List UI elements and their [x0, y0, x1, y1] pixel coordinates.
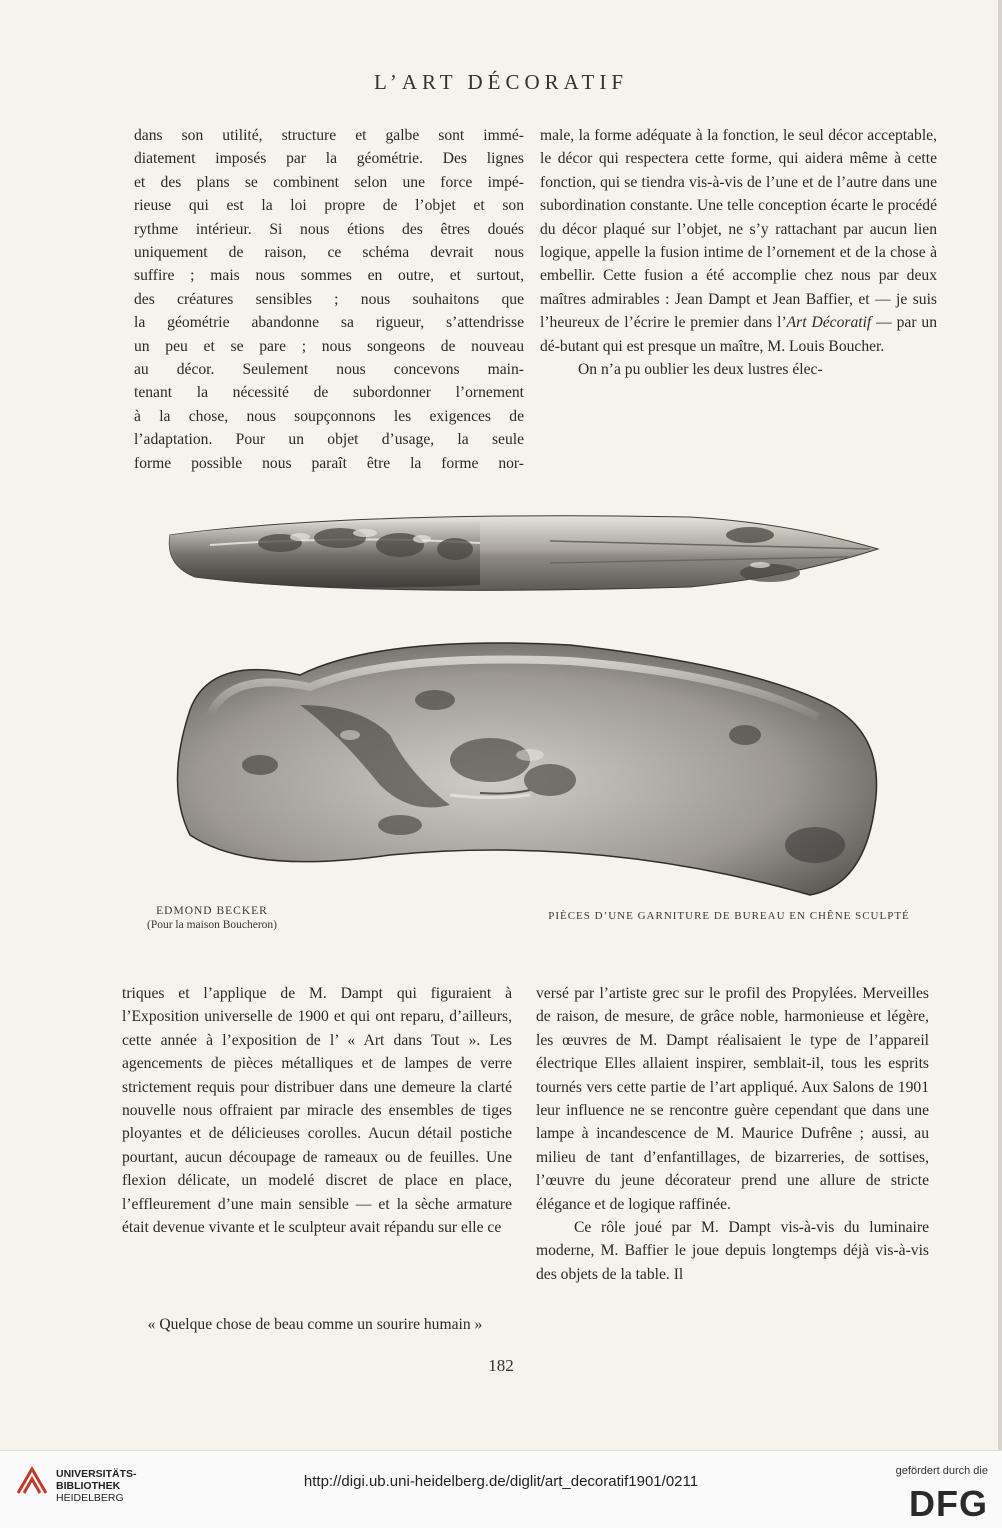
- caption-artist: EDMOND BECKER: [156, 905, 268, 917]
- bottom-right-paragraph-1: versé par l’artiste grec sur le profil des Propylées. Merveilles de raison, de mesure, de grâce noble, harmonieuse et légère, les œuvres de M. Dampt réalisaient le type de l’appareil électrique Elles allaient inspirer, semblait-il, tous les esprits tournés vers cette partie de l’art appliqué. Aux Salons de 1901 leur influence ne se rencontre guère cependant que dans une lampe à incandescence de M. Maurice Dufrêne ; aussi, au milieu de tant d’enfantillages, de bizarreries, de sottises, l’œuvre du jeune décorateur prend une allure de stricte élégance et de logique raffinée.: [536, 985, 929, 1213]
- text-line: uniquement de raison, ce schéma devrait nous: [134, 244, 524, 262]
- quotation: « Quelque chose de beau comme un sourire humain »: [147, 1316, 483, 1333]
- funded-by-label: gefördert durch die: [895, 1465, 988, 1477]
- text-line: la géométrie abandonne sa rigueur, s’attendrisse: [134, 314, 524, 332]
- italic-title: Art Décoratif: [786, 314, 872, 332]
- paper-knife: [169, 516, 878, 591]
- permalink-url[interactable]: http://digi.ub.uni-heidelberg.de/diglit/art_decoratif1901/0211: [303, 1473, 699, 1490]
- caption-maison: (Pour la maison Boucheron): [147, 919, 277, 931]
- top-right-paragraph-1: male, la forme adéquate à la fonction, le seul décor acceptable, le décor qui respectera cette forme, qui aidera même à cette fonction, qui se tiendra vis-à-vis de l’une et de l’autre dans une subordination constante. Une telle conception écarte le procédé du décor plaqué sur l’objet, ne s’y rattachant par aucun lien logique, appelle la fusion intime de l’ornement et de la chose à embellir. Cette fusion a été accomplie chez nous par deux maîtres admirables : Jean Dampt et Jean Baffier, et — je suis l’heureux de l’écrire le premier dans l’Art Décoratif — par un dé-butant qui est presque un maître, M. Louis Boucher.: [540, 127, 937, 355]
- text-line: et des plans se combinent selon une force impé-: [134, 173, 524, 191]
- text-line: rythme intérieur. Si nous étions des êtres doués: [134, 220, 524, 238]
- text-line: à la chose, nous soupçonnons les exigences de: [134, 407, 524, 425]
- top-left-column: [134, 124, 524, 475]
- bottom-right-paragraph-2: Ce rôle joué par M. Dampt vis-à-vis du luminaire moderne, M. Baffier le joue depuis longtemps déjà vis-à-vis des objets de la table. Il: [536, 1219, 929, 1283]
- caption-right: PIÈCES D’UNE GARNITURE DE BUREAU EN CHÊNE SCULPTÉ: [548, 910, 910, 922]
- text-line: dans son utilité, structure et galbe sont immé-: [134, 127, 524, 144]
- text-line: l’adaptation. Pour un objet d’usage, la seule: [134, 431, 524, 449]
- caption-left: [110, 904, 314, 932]
- bottom-right-column: [536, 982, 929, 1286]
- pen-tray: [178, 643, 877, 895]
- bottom-left-column: triques et l’applique de M. Dampt qui figuraient à l’Exposition universelle de 1900 et qui ont reparu, d’ailleurs, cette année à l’exposition de l’ « Art dans Tout ». Les agencements de pièces métalliques et de lampes de verre strictement requis pour distribuer dans une demeure la clarté nouvelle nous offraient par miracle des ensembles de tiges ployantes et de délicieuses corolles. Aucun détail postiche pourtant, aucun découpage de rameaux ou de feuilles. Une flexion délicate, un modelé discret de place en place, l’effleurement d’une main sensible — et la sèche armature était devenue vivante et le sculpteur avait répandu sur elle ce: [122, 985, 512, 1237]
- digitization-footer: [0, 1450, 1002, 1528]
- page-number: 182: [488, 1356, 514, 1375]
- text-line: des créatures sensibles ; nous souhaitons que: [134, 290, 524, 308]
- text-line: suffire ; mais nous sommes en outre, et surtout,: [134, 267, 524, 285]
- figure-desk-set: [150, 505, 890, 900]
- text-line: diatement imposés par la géométrie. Des lignes: [134, 150, 524, 168]
- running-head: L’ART DÉCORATIF: [373, 70, 628, 94]
- top-right-paragraph-2: On n’a pu oublier les deux lustres élec-: [578, 361, 823, 379]
- text-line: un peu et se pare ; nous songeons de nouveau: [134, 337, 524, 355]
- dfg-logo: DFG: [909, 1483, 988, 1524]
- text-line: tenant la nécessité de subordonner l’ornement: [134, 384, 524, 402]
- text-line: au décor. Seulement nous concevons main-: [134, 361, 524, 379]
- text-line: forme possible nous paraît être la forme nor-: [134, 454, 524, 472]
- university-library-name: UNIVERSITÄTS- BIBLIOTHEK HEIDELBERG: [56, 1468, 137, 1504]
- top-right-column: [540, 124, 937, 381]
- text-line: rieuse qui est la loi propre de l’objet et son: [134, 197, 524, 215]
- scan-edge: [998, 0, 1002, 1450]
